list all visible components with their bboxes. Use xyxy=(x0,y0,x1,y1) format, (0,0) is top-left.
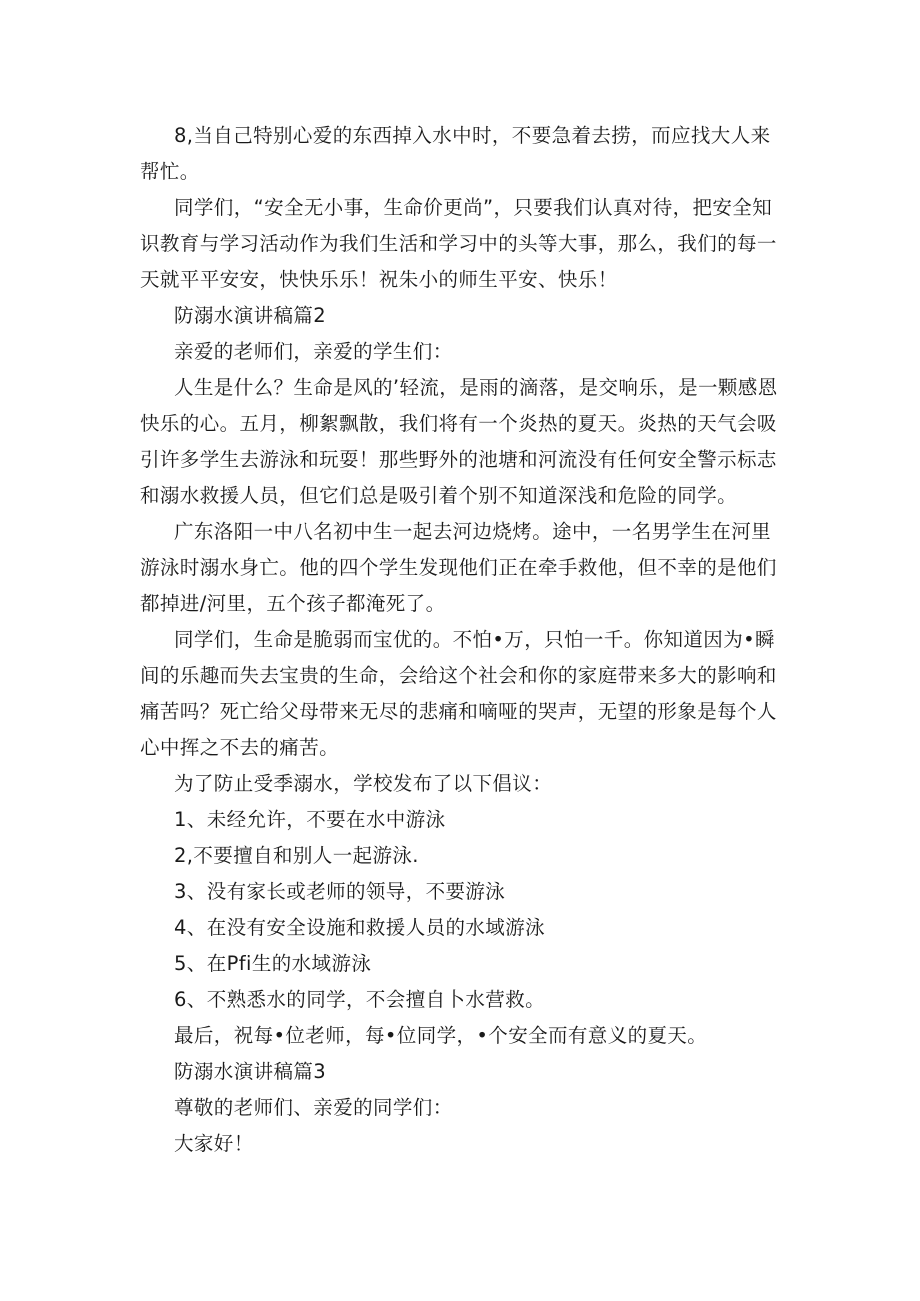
section-heading-2: 防溺水演讲稿篇2 xyxy=(174,304,327,327)
salutation: 亲爱的老师们，亲爱的学生们： xyxy=(174,340,453,363)
paragraph-intro: 人生是什么？生命是风的’轻流，是雨的滴落，是交响乐，是一颗感恩快乐的心。五月，柳絮飘散，我们将有一个炎热的夏天。炎热的天气会吸引许多学生去游泳和玩耍！那些野外的池塘和河流没有任何安全警示标志和溺水救援人员，但它们总是吸引着个别不知道深浅和危险的同学。 xyxy=(140,376,778,507)
list-item-3: 3、没有家长或老师的领导，不要游泳 xyxy=(174,880,506,903)
paragraph-incident: 广东洛阳一中八名初中生一起去河边烧烤。途中，一名男学生在河里游泳时溺水身亡。他的四个学生发现他们正在牵手救他，但不幸的是他们都掉进/河里，五个孩子都淹死了。 xyxy=(140,520,777,615)
paragraph-item-8: 8,当自己特别心爱的东西掉入水中时，不要急着去捞，而应找大人来帮忙。 xyxy=(140,124,771,183)
list-item-5: 5、在Pfi生的水域游泳 xyxy=(174,952,372,975)
list-item-1: 1、未经允许，不要在水中游泳 xyxy=(174,808,446,831)
greeting: 大家好！ xyxy=(174,1132,254,1155)
document-body xyxy=(140,118,785,1162)
paragraph-initiative: 为了防止受季溺水，学校发布了以下倡议： xyxy=(174,772,553,795)
paragraph-life: 同学们，生命是脆弱而宝优的。不怕•万，只怕一千。你知道因为•瞬间的乐趣而失去宝贵的生命，会给这个社会和你的家庭带来多大的影响和痛苦吗？死亡给父母带来无尽的悲痛和嘀哑的哭声，无望的形象是每个人心中挥之不去的痛苦。 xyxy=(140,628,777,759)
salutation-3: 尊敬的老师们、亲爱的同学们： xyxy=(174,1096,453,1119)
section-heading-3: 防溺水演讲稿篇3 xyxy=(174,1060,327,1083)
paragraph-wishes: 最后，祝每•位老师，每•位同学，•个安全而有意义的夏天。 xyxy=(174,1024,708,1047)
list-item-2: 2,不要擅自和别人一起游泳. xyxy=(174,844,419,867)
list-item-4: 4、在没有安全设施和救援人员的水域游泳 xyxy=(174,916,546,939)
list-item-6: 6、不熟悉水的同学，不会擅自卜水营救。 xyxy=(174,988,546,1011)
paragraph-closing: 同学们，“安全无小事，生命价更尚”，只要我们认真对待，把安全知识教育与学习活动作为我们生活和学习中的头等大事，那么，我们的每一天就平平安安，快快乐乐！祝朱小的师生平安、快乐！ xyxy=(140,196,777,291)
